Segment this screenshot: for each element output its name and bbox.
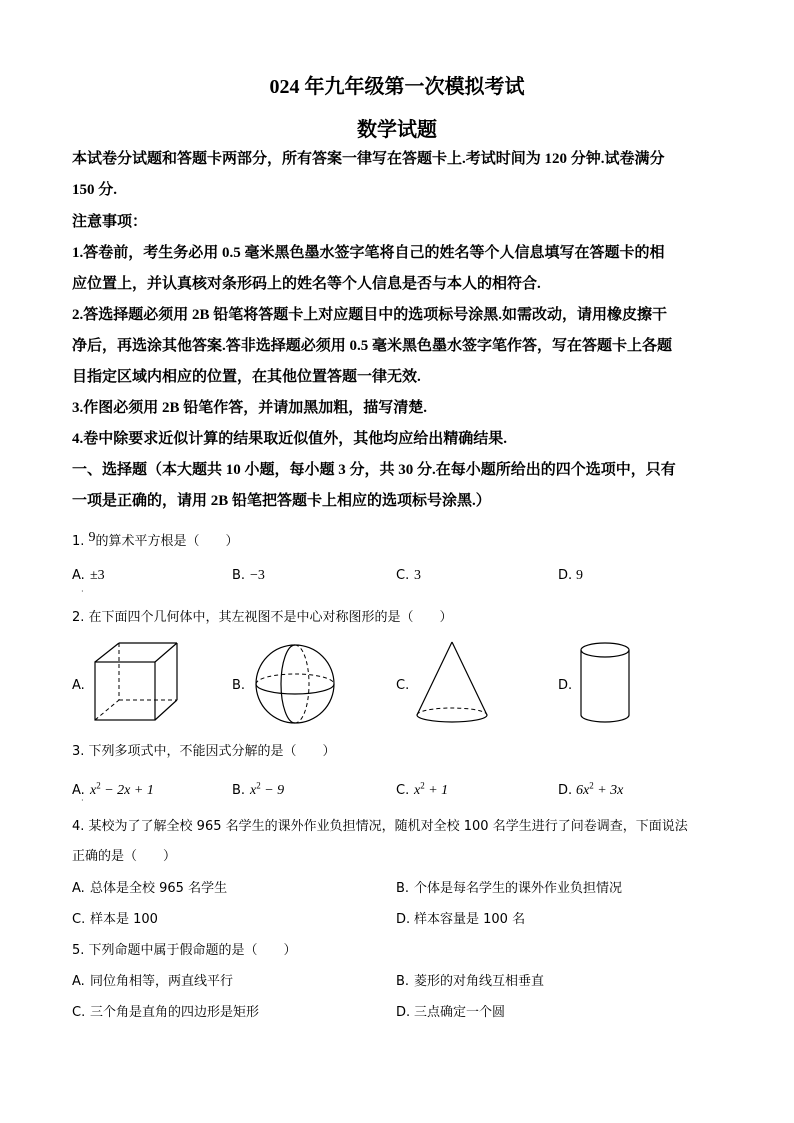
- question-4-line-2: 正确的是（ ）: [72, 849, 177, 864]
- question-4-line-1: 4. 某校为了了解全校 965 名学生的课外作业负担情况，随机对全校 100 名学生进行了问卷调查，下面说法: [72, 819, 688, 834]
- q2-option-c-label[interactable]: C.: [396, 678, 410, 693]
- q5-option-d[interactable]: D. 三点确定一个圆: [396, 1005, 506, 1020]
- intro-line-1: 本试卷分试题和答题卡两部分，所有答案一律写在答题卡上.考试时间为 120 分钟.试卷满分: [72, 151, 665, 167]
- q5-option-c[interactable]: C. 三个角是直角的四边形是矩形: [72, 1005, 260, 1020]
- q5-option-b[interactable]: B. 菱形的对角线互相垂直: [396, 974, 545, 989]
- note-1-line-2: 应位置上，并认真核对条形码上的姓名等个人信息是否与本人的相符合.: [72, 276, 541, 292]
- q3-option-c[interactable]: C. $x^2 + 1$: [396, 780, 449, 798]
- note-1-line-1: 1.答卷前，考生务必用 0.5 毫米黑色墨水签字笔将自己的姓名等个人信息填写在答题卡的相: [72, 245, 665, 261]
- cylinder-icon: [578, 640, 632, 726]
- question-number: 1.: [72, 534, 85, 549]
- note-4: 4.卷中除要求近似计算的结果取近似值外，其他均应给出精确结果.: [72, 431, 508, 447]
- q3-option-a[interactable]: A. $x^2 - 2x + 1$: [72, 780, 154, 798]
- section-heading-line-2: 一项是正确的，请用 2B 铅笔把答题卡上相应的选项标号涂黑.）: [72, 493, 491, 509]
- q3-option-b[interactable]: B. $x^2 - 9$: [232, 780, 285, 798]
- q4-option-d[interactable]: D. 样本容量是 100 名: [396, 912, 526, 927]
- question-3: 3. 下列多项式中，不能因式分解的是（ ）: [72, 744, 336, 759]
- cube-icon: [90, 640, 182, 724]
- question-5: 5. 下列命题中属于假命题的是（ ）: [72, 943, 297, 958]
- q4-option-b[interactable]: B. 个体是每名学生的课外作业负担情况: [396, 881, 623, 896]
- question-text: 的算术平方根是（ ）: [95, 534, 239, 549]
- radicand: 9: [88, 530, 96, 545]
- option-marker-dot: ·: [81, 587, 84, 596]
- q1-option-a[interactable]: A. ±3: [72, 568, 105, 583]
- q2-option-a-label[interactable]: A.: [72, 678, 85, 693]
- cone-icon: [414, 640, 490, 726]
- q5-option-a[interactable]: A. 同位角相等，两直线平行: [72, 974, 234, 989]
- q2-option-b-label[interactable]: B.: [232, 678, 246, 693]
- q2-option-d-label[interactable]: D.: [558, 678, 573, 693]
- question-2: 2. 在下面四个几何体中，其左视图不是中心对称图形的是（ ）: [72, 610, 453, 625]
- subject-title: 数学试题: [357, 119, 437, 141]
- q1-option-c[interactable]: C. 3: [396, 568, 421, 583]
- question-1: [72, 530, 239, 551]
- note-2-line-2: 净后，再选涂其他答案.答非选择题必须用 0.5 毫米黑色墨水签字笔作答，写在答题卡上各题: [72, 338, 673, 354]
- q1-option-b[interactable]: B. −3: [232, 568, 265, 583]
- notes-heading: 注意事项：: [72, 214, 148, 230]
- note-3: 3.作图必须用 2B 铅笔作答，并请加黑加粗，描写清楚.: [72, 400, 428, 416]
- exam-title: 024 年九年级第一次模拟考试: [269, 76, 525, 98]
- q1-option-d[interactable]: D. 9: [558, 568, 583, 583]
- q4-option-c[interactable]: C. 样本是 100: [72, 912, 158, 927]
- intro-line-2: 150 分.: [72, 182, 118, 198]
- option-marker-dot: ·: [81, 796, 84, 805]
- note-2-line-1: 2.答选择题必须用 2B 铅笔将答题卡上对应题目中的选项标号涂黑.如需改动，请用橡皮擦干: [72, 307, 668, 323]
- q4-option-a[interactable]: A. 总体是全校 965 名学生: [72, 881, 228, 896]
- note-2-line-3: 目指定区域内相应的位置，在其他位置答题一律无效.: [72, 369, 421, 385]
- sphere-icon: [254, 643, 336, 725]
- section-heading-line-1: 一、选择题（本大题共 10 小题，每小题 3 分，共 30 分.在每小题所给出的四个选项中，只有: [72, 462, 676, 478]
- q3-option-d[interactable]: D. $6x^2 + 3x$: [558, 780, 624, 798]
